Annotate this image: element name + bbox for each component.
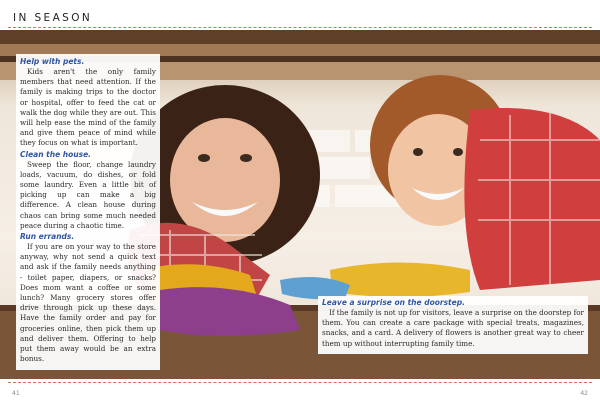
tip-body-pets: Kids aren't the only family members that need attention. If the family is making trips to the doctor or hospital, offer to feed the cat or walk the dog while they are out. This will help ease the mind of the family and give them peace of mind while they focus on what is important.	[20, 67, 156, 148]
tip-heading-pets: Help with pets.	[20, 57, 85, 66]
tip-heading-clean: Clean the house.	[20, 149, 92, 159]
tips-box-right	[318, 296, 588, 354]
top-rule	[8, 27, 592, 28]
tips-column-left	[16, 54, 160, 370]
page-number-left: 41	[12, 390, 20, 397]
tip-heading-errands: Run errands.	[20, 232, 75, 242]
tip-body-errands: If you are on your way to the store anyway, why not send a quick text and ask if the family needs anything - toilet paper, diapers, or snacks? Does mom want a coffee or some lunch? Many grocery stores offer drive through pick up these days. Have the family order and pay for groceries online, then pick them up and deliver them. Offering to help put them away would be an extra bonus.	[20, 242, 156, 364]
bottom-rule	[8, 382, 592, 383]
tip-heading-doorstep: Leave a surprise on the doorstep.	[322, 298, 465, 307]
section-label: IN SEASON	[13, 12, 93, 24]
tip-body-clean: Sweep the floor, change laundry loads, vacuum, do dishes, or fold some laundry. Even a little bit of picking up can make a big difference. A clean house during chaos can bring some much needed peace during a chaotic time.	[20, 159, 156, 230]
tip-body-doorstep: If the family is not up for visitors, leave a surprise on the doorstep for them. You can create a care package with special treats, magazines, snacks, and a card. A delivery of flowers is another great way to cheer them up without interrupting family time.	[322, 308, 584, 348]
page-number-right: 42	[580, 390, 588, 397]
